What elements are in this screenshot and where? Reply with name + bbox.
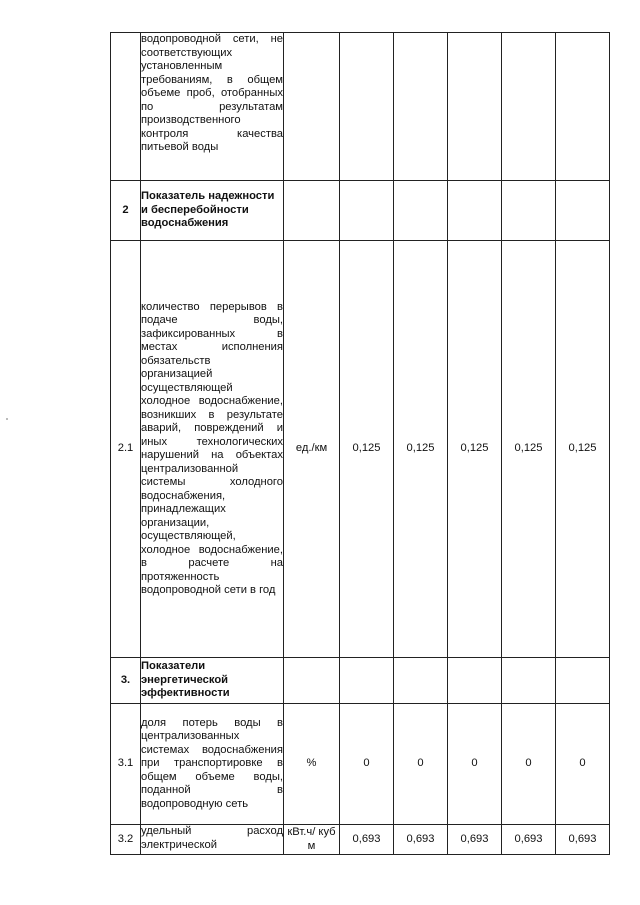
unit-cell	[284, 33, 340, 181]
value-cell	[394, 658, 448, 704]
value-cell: 0	[340, 704, 394, 825]
section-row	[111, 658, 610, 704]
value-cell	[448, 33, 502, 181]
value-cell	[556, 181, 610, 241]
unit-cell: кВт.ч/ куб м	[284, 825, 340, 855]
value-cell	[556, 33, 610, 181]
value-cell: 0	[502, 704, 556, 825]
row-number: 3.1	[111, 704, 141, 825]
value-cell	[502, 181, 556, 241]
value-cell	[502, 33, 556, 181]
value-cell	[448, 181, 502, 241]
value-cell: 0,693	[448, 825, 502, 855]
value-cell: 0,125	[502, 241, 556, 658]
indicator-name: количество перерывов в подаче воды, зафиксированных в местах исполнения обязательств организацией осуществляющей холодное водоснабжение, возникших в результате аварий, повреждений и иных технологических нарушений на объектах централизованной системы холодного водоснабжения, принадлежащих организации, осуществляющей, холодное водоснабжение, в расчете на протяженность водопроводной сети в год	[141, 241, 284, 658]
row-number: 3.2	[111, 825, 141, 855]
section-row	[111, 181, 610, 241]
section-title: Показатель надежности и бесперебойности водоснабжения	[141, 181, 284, 241]
unit-cell	[284, 181, 340, 241]
section-number: 3.	[111, 658, 141, 704]
value-cell	[340, 33, 394, 181]
value-cell	[502, 658, 556, 704]
value-cell	[394, 33, 448, 181]
value-cell: 0,693	[340, 825, 394, 855]
value-cell: 0	[394, 704, 448, 825]
table-row	[111, 241, 610, 658]
value-cell: 0,125	[448, 241, 502, 658]
value-cell: 0,693	[556, 825, 610, 855]
table-row	[111, 704, 610, 825]
value-cell: 0,693	[394, 825, 448, 855]
table-row	[111, 825, 610, 855]
value-cell	[340, 181, 394, 241]
indicator-name: доля потерь воды в централизованных системах водоснабжения при транспортировке в общем объеме воды, поданной в водопроводную сеть	[141, 704, 284, 825]
value-cell	[394, 181, 448, 241]
value-cell: 0,125	[340, 241, 394, 658]
indicators-table	[110, 32, 610, 855]
unit-cell	[284, 658, 340, 704]
table-row	[111, 33, 610, 181]
value-cell	[340, 658, 394, 704]
unit-cell: ед./км	[284, 241, 340, 658]
value-cell: 0	[556, 704, 610, 825]
value-cell: 0	[448, 704, 502, 825]
row-number	[111, 33, 141, 181]
value-cell: 0,693	[502, 825, 556, 855]
row-number: 2.1	[111, 241, 141, 658]
value-cell	[556, 658, 610, 704]
value-cell	[448, 658, 502, 704]
value-cell: 0,125	[556, 241, 610, 658]
value-cell: 0,125	[394, 241, 448, 658]
section-number: 2	[111, 181, 141, 241]
scan-speck	[6, 418, 8, 420]
indicator-name: удельный расход электрической	[141, 825, 284, 855]
indicator-name: водопроводной сети, не соответствующих установленным требованиям, в общем объеме проб, отобранных по результатам производственного контроля качества питьевой воды	[141, 33, 284, 181]
section-title: Показатели энергетической эффективности	[141, 658, 284, 704]
unit-cell: %	[284, 704, 340, 825]
